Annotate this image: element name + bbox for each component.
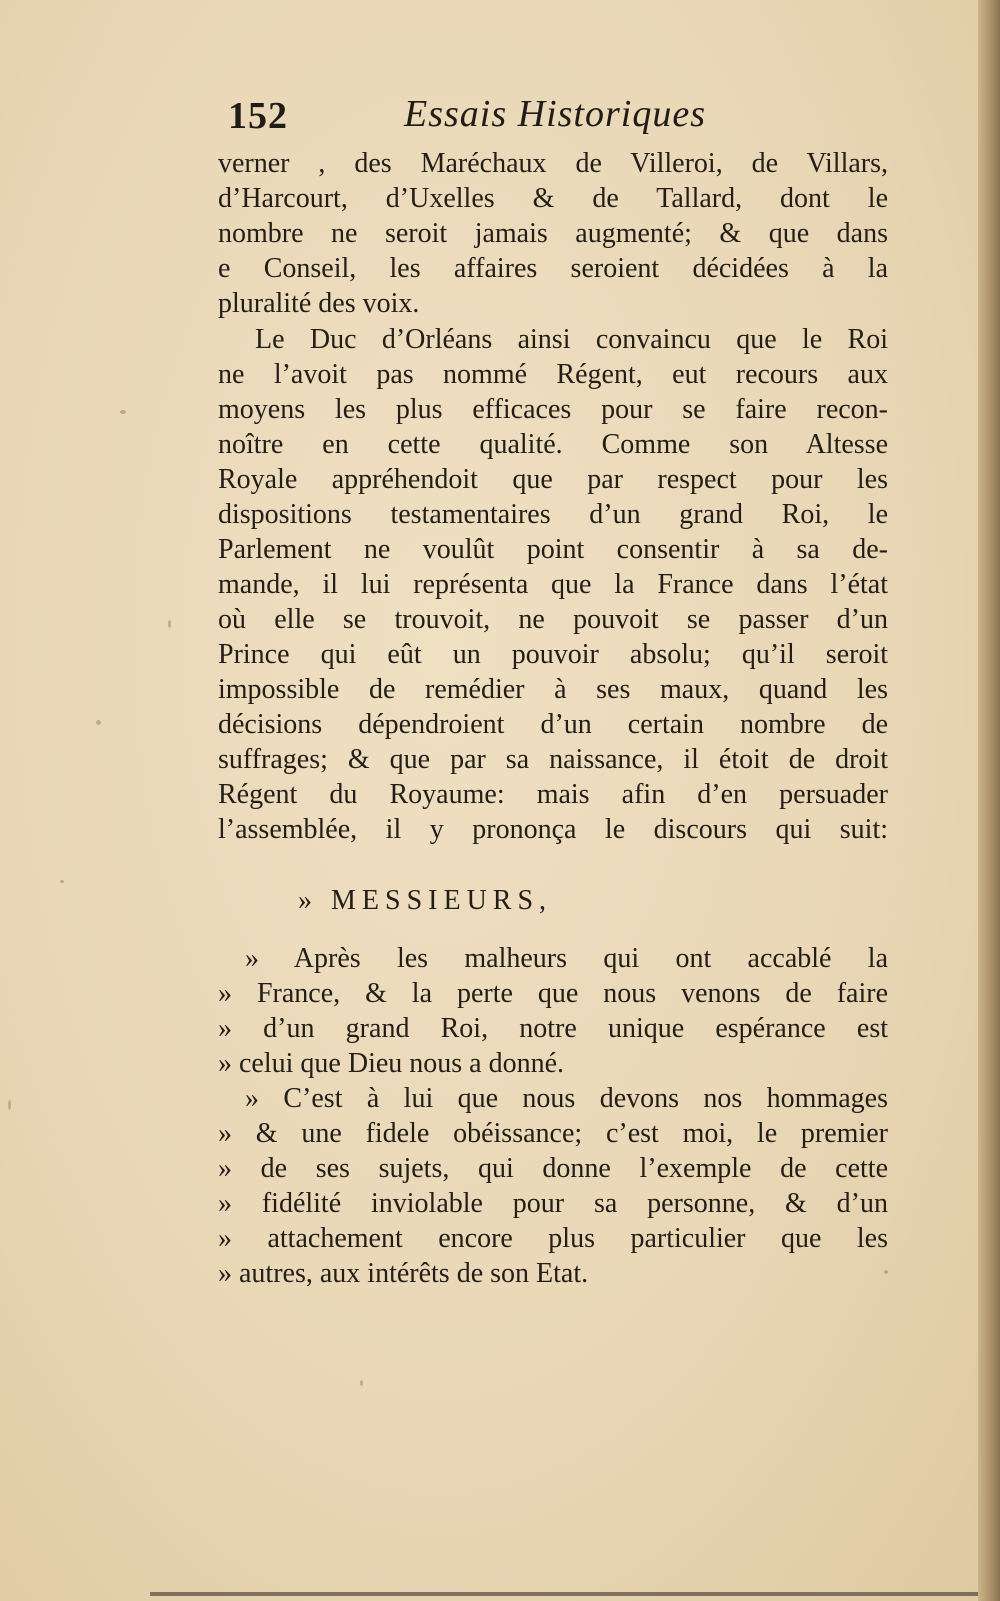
- text-line: l’assemblée, il y prononça le discours qui suit:: [218, 814, 888, 845]
- text-line: Royale appréhendoit que par respect pour les: [218, 464, 888, 495]
- text-line: nombre ne seroit jamais augmenté; & que dans: [218, 218, 888, 249]
- text-line: Régent du Royaume: mais afin d’en persuader: [218, 779, 888, 810]
- text-line: Parlement ne voulût point consentir à sa de-: [218, 534, 888, 565]
- paper-speck: [60, 880, 64, 883]
- text-line: décisions dépendroient d’un certain nombre de: [218, 709, 888, 740]
- text-line: noître en cette qualité. Comme son Altesse: [218, 429, 888, 460]
- text-line: moyens les plus efficaces pour se faire recon-: [218, 394, 888, 425]
- speech-salutation: » MESSIEURS,: [298, 885, 553, 916]
- speech-line: » celui que Dieu nous a donné.: [218, 1048, 565, 1079]
- text-line: pluralité des voix.: [218, 288, 420, 319]
- speech-line: » autres, aux intérêts de son Etat.: [218, 1258, 589, 1289]
- running-title: Essais Historiques: [404, 93, 706, 135]
- text-line: verner , des Maréchaux de Villeroi, de Villars,: [218, 148, 888, 179]
- speech-line: » de ses sujets, qui donne l’exemple de cette: [218, 1153, 888, 1184]
- paragraph-first-line: Le Duc d’Orléans ainsi convaincu que le Roi: [255, 324, 888, 355]
- text-line: suffrages; & que par sa naissance, il étoit de droit: [218, 744, 888, 775]
- text-line: ne l’avoit pas nommé Régent, eut recours aux: [218, 359, 888, 390]
- bottom-edge-shadow: [150, 1592, 978, 1596]
- speech-line: » fidélité inviolable pour sa personne, & d’un: [218, 1188, 888, 1219]
- text-line: Prince qui eût un pouvoir absolu; qu’il seroit: [218, 639, 888, 670]
- paper-speck: [8, 1100, 11, 1110]
- speech-line: » & une fidele obéissance; c’est moi, le premier: [218, 1118, 888, 1149]
- text-line: e Conseil, les affaires seroient décidées à la: [218, 253, 888, 284]
- speech-line: » Après les malheurs qui ont accablé la: [245, 943, 888, 974]
- paper-speck: [120, 410, 126, 414]
- text-line: impossible de remédier à ses maux, quand les: [218, 674, 888, 705]
- paper-speck: [360, 1380, 363, 1386]
- page-edge: [978, 0, 1000, 1601]
- text-line: d’Harcourt, d’Uxelles & de Tallard, dont le: [218, 183, 888, 214]
- speech-line: » France, & la perte que nous venons de faire: [218, 978, 888, 1009]
- speech-line: » d’un grand Roi, notre unique espérance est: [218, 1013, 888, 1044]
- text-line: dispositions testamentaires d’un grand Roi, le: [218, 499, 888, 530]
- paper-speck: [96, 720, 101, 725]
- page-header: [228, 92, 928, 142]
- page-number: 152: [228, 95, 288, 137]
- text-line: mande, il lui représenta que la France dans l’état: [218, 569, 888, 600]
- speech-line: » C’est à lui que nous devons nos hommages: [245, 1083, 888, 1114]
- text-line: où elle se trouvoit, ne pouvoit se passer d’un: [218, 604, 888, 635]
- speech-line: » attachement encore plus particulier que les: [218, 1223, 888, 1254]
- paper-speck: [884, 1270, 888, 1274]
- paper-speck: [168, 620, 171, 628]
